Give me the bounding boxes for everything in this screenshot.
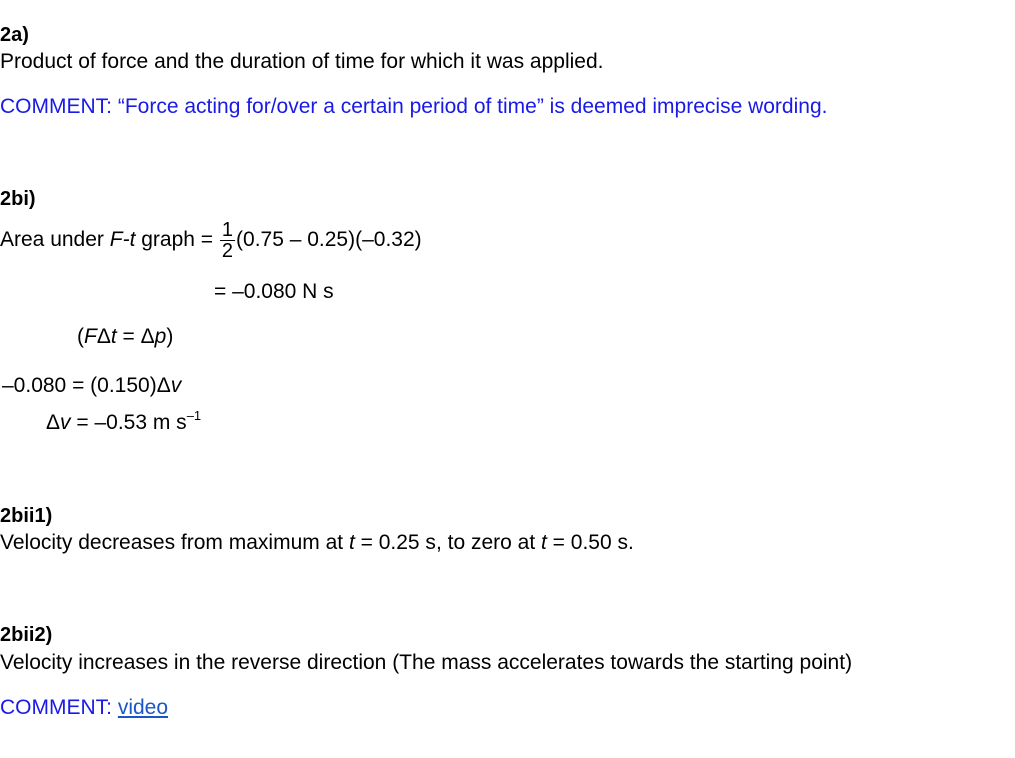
fraction-numerator: 1	[221, 219, 234, 241]
heading-2bi: 2bi)	[0, 188, 36, 210]
area-result: = –0.080 N s	[214, 280, 334, 303]
comment-2a: COMMENT: “Force acting for/over a certain period of time” is deemed imprecise wording.	[0, 95, 828, 118]
momentum-equation: –0.080 = (0.150)Δv	[2, 374, 182, 397]
answer-2a: Product of force and the duration of time for which it was applied.	[0, 50, 604, 73]
area-expression: (0.75 – 0.25)(–0.32)	[236, 228, 422, 252]
area-equation-line	[0, 220, 422, 261]
velocity-change-result: Δv = –0.53 m $s^{-1}$	[46, 408, 202, 434]
video-link[interactable]: video	[117, 696, 169, 719]
fraction-denominator: 2	[221, 240, 234, 262]
graph-word: graph	[135, 228, 195, 252]
answer-2bii1: Velocity decreases from maximum at t = 0.25 s, to zero at t = 0.50 s.	[0, 531, 634, 554]
area-prefix: Area under	[0, 228, 110, 252]
answer-2bii2: Velocity increases in the reverse direction (The mass accelerates towards the starting point)	[0, 651, 853, 674]
comment-label: COMMENT:	[0, 696, 118, 719]
equals-sign: =	[194, 228, 219, 252]
half-fraction	[220, 220, 235, 261]
heading-2bii1: 2bii1)	[0, 505, 53, 527]
heading-2a: 2a)	[0, 24, 29, 46]
comment-2bii2	[0, 696, 168, 720]
ft-variable: F-t	[109, 228, 136, 252]
impulse-relation: (FΔt = Δp)	[77, 325, 174, 348]
heading-2bii2: 2bii2)	[0, 624, 53, 646]
